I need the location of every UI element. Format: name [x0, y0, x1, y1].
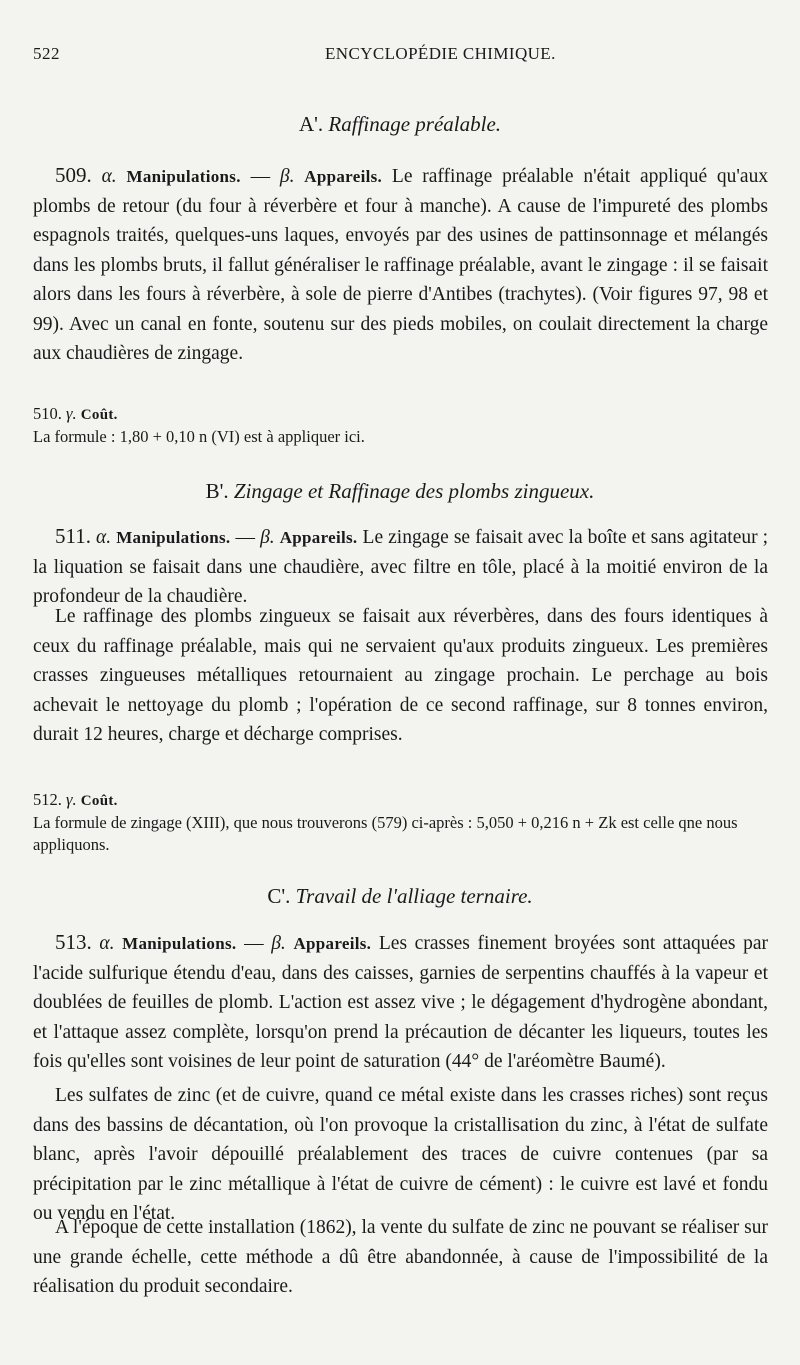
section-heading-b [0, 479, 800, 504]
paragraph-513-continued [33, 1081, 768, 1229]
paragraph-513 [33, 928, 768, 1077]
paragraph-text: Le raffinage préalable n'était appliqué qu'aux plombs de retour (du four à réverbère et four à manche). A cause de l'impureté des plombs espagnols traités, quelques-uns laques, envoyés par des usines de pattinsonnage et mélangés dans les plombs bruts, il fallut généraliser le raffinage préalable, avant le zingage : il se faisait alors dans les fours à réverbère, à sole de pierre d'Antibes (trachytes). (Voir figures 97, 98 et 99). Avec un canal en fonte, soutenu sur des pieds mobiles, on coulait directement la charge aux chaudières de zingage. [33, 166, 769, 364]
gamma-marker: γ. [66, 790, 77, 809]
section-title: Travail de l'alliage ternaire. [295, 884, 533, 908]
paragraph-text: Le zingage se faisait avec la boîte et sans agitateur ; la liquation se faisait dans une chaudière, avec filtre en tôle, placé à la moitié environ de la profondeur de la chaudière. [33, 527, 769, 607]
paragraph-number: 510. [33, 404, 62, 423]
paragraph-text: La formule : 1,80 + 0,10 n (VI) est à appliquer ici. [33, 427, 365, 446]
paragraph-511 [33, 522, 768, 612]
label-appareils: Appareils. [293, 934, 372, 953]
dash: — [244, 933, 264, 954]
section-mark: C'. [267, 884, 291, 908]
alpha-marker: α. [96, 527, 112, 548]
section-heading-a [0, 112, 800, 137]
alpha-marker: α. [101, 166, 117, 187]
dash: — [235, 527, 256, 548]
label-manipulations: Manipulations. [126, 167, 241, 186]
label-manipulations: Manipulations. [116, 528, 231, 547]
paragraph-text: Les crasses finement broyées sont attaquées par l'acide sulfurique étendu d'eau, dans des caisses, garnies de serpentins chauffés à la vapeur et doublées de feuilles de plomb. L'action est assez vive ; le dégagement d'hydrogène abondant, et l'attaque assez complète, lorsqu'on prend la précaution de décanter les liqueurs, toutes les fois qu'elles sont voisines de leur point de saturation (44° de l'aréomètre Baumé). [33, 933, 768, 1072]
label-appareils: Appareils. [279, 528, 358, 547]
running-title: ENCYCLOPÉDIE CHIMIQUE. [325, 44, 556, 63]
section-mark: A'. [298, 112, 324, 136]
label-appareils: Appareils. [304, 167, 383, 186]
paragraph-513-final [33, 1213, 768, 1302]
label-cout: Coût. [80, 793, 118, 809]
paragraph-510 [33, 403, 773, 448]
beta-marker: β. [260, 527, 275, 548]
paragraph-511-continued [33, 602, 768, 750]
label-manipulations: Manipulations. [122, 934, 237, 953]
label-cout: Coût. [80, 407, 118, 423]
alpha-marker: α. [99, 933, 115, 954]
section-heading-c [0, 884, 800, 909]
section-title: Zingage et Raffinage des plombs zingueux. [233, 479, 595, 503]
section-mark: B'. [205, 479, 229, 503]
paragraph-512 [33, 789, 773, 856]
paragraph-number: 512. [33, 790, 62, 809]
running-head [33, 44, 773, 72]
paragraph-509 [33, 161, 768, 369]
section-title: Raffinage préalable. [328, 112, 502, 136]
paragraph-text: Les sulfates de zinc (et de cuivre, quand ce métal existe dans les crasses riches) sont reçus dans des bassins de décantation, où l'on provoque la cristallisation du zinc, à l'état de sulfate blanc, après l'avoir dépouillé préalablement des traces de cuivre contenues (par sa précipitation par le zinc métallique à l'état de cuivre de cément) : le cuivre est lavé et fondu ou vendu en l'état. [33, 1085, 768, 1224]
paragraph-number: 513. [55, 930, 92, 954]
paragraph-text: La formule de zingage (XIII), que nous trouverons (579) ci-après : 5,050 + 0,216 n + Zk est celle qne nous appliquons. [33, 813, 738, 854]
beta-marker: β. [271, 933, 286, 954]
paragraph-text: Le raffinage des plombs zingueux se faisait aux réverbères, dans des fours identiques à ceux du raffinage préalable, mais qui ne servaient qu'aux produits zingueux. Les premières crasses zingueuses métalliques retournaient au zingage prochain. Le perchage au bois achevait le nettoyage du plomb ; l'opération de ce second raffinage, sur 8 tonnes environ, durait 12 heures, charge et décharge comprises. [33, 606, 768, 745]
paragraph-number: 509. [55, 163, 92, 187]
paragraph-number: 511. [55, 524, 91, 548]
gamma-marker: γ. [66, 404, 77, 423]
beta-marker: β. [279, 166, 295, 187]
page-number: 522 [33, 44, 60, 63]
dash: — [250, 166, 271, 187]
paragraph-text: A l'époque de cette installation (1862), la vente du sulfate de zinc ne pouvant se réaliser sur une grande échelle, cette méthode a dû être abandonnée, à cause de l'impossibilité de la réalisation du produit secondaire. [33, 1217, 768, 1297]
